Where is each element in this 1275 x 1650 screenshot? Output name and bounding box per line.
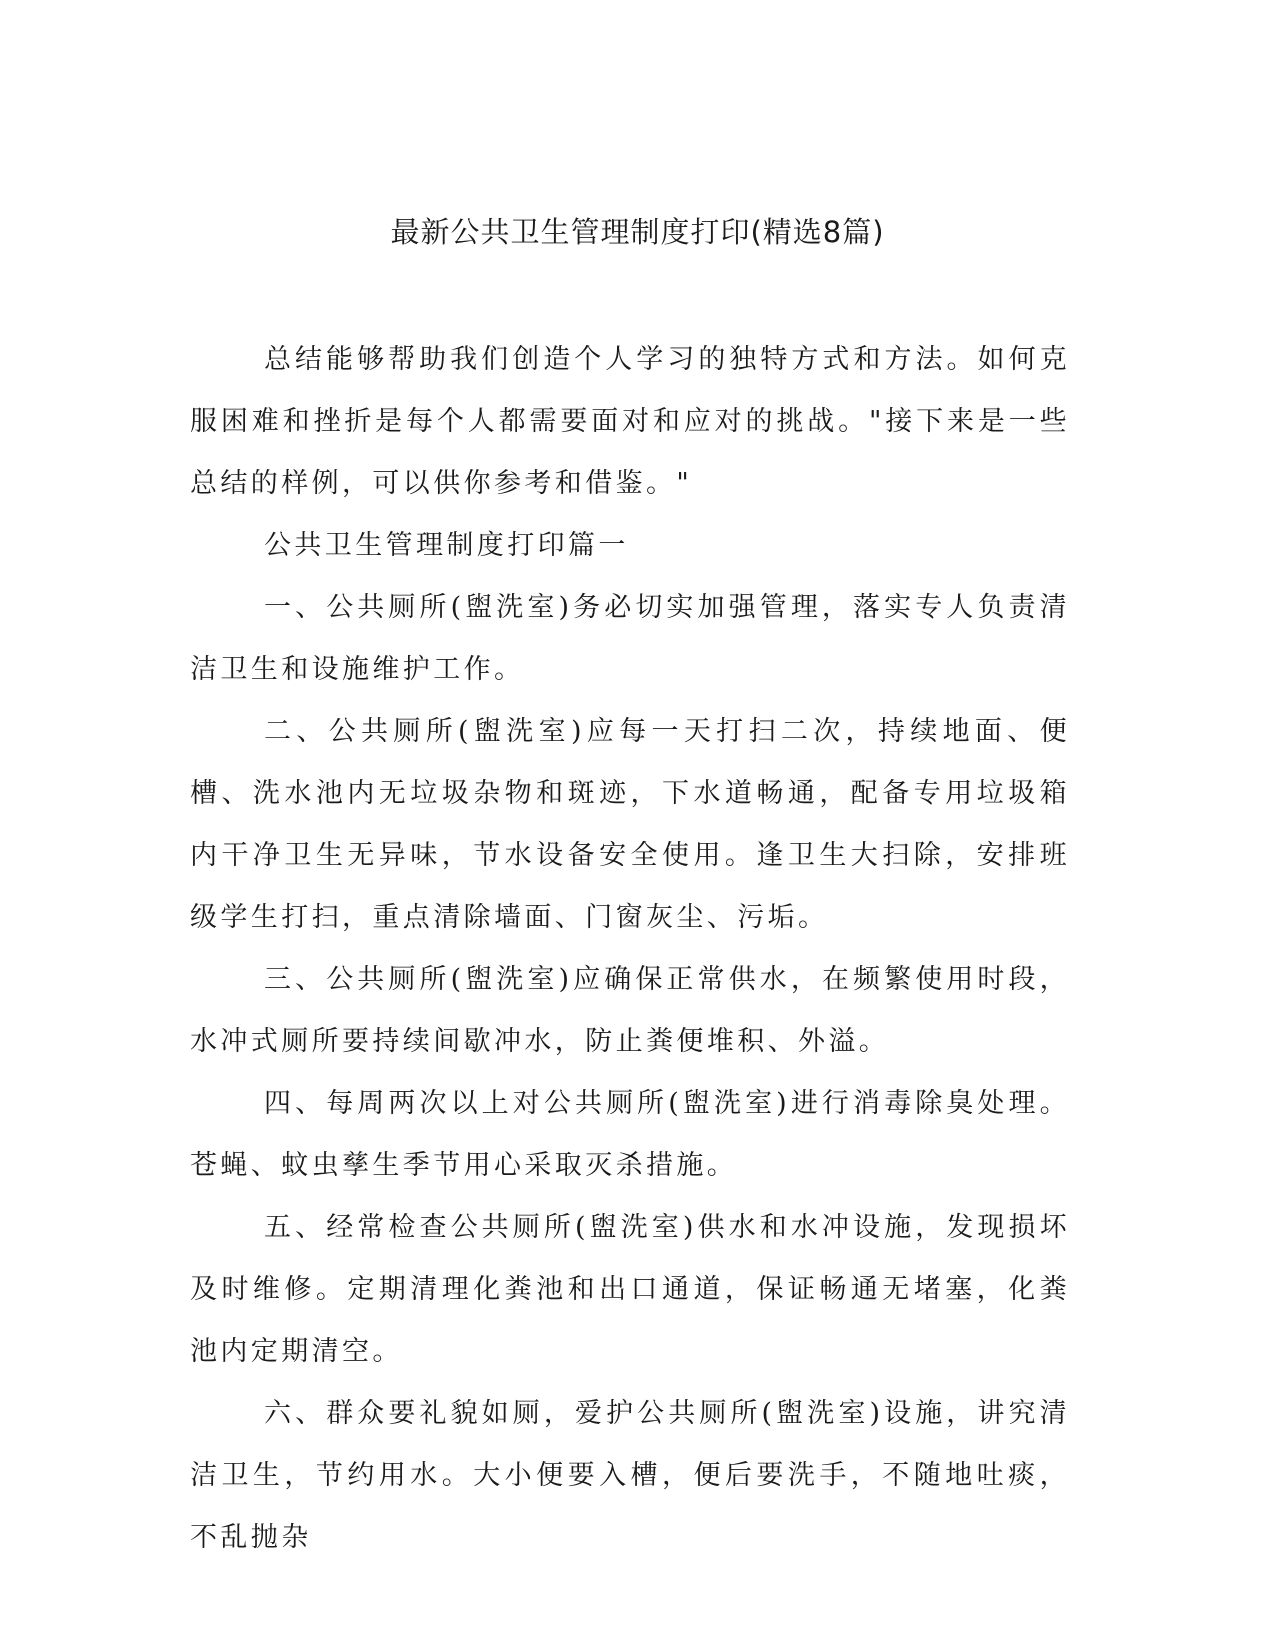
rule-paragraph-4: 四、每周两次以上对公共厕所(盥洗室)进行消毒除臭处理。苍蝇、蚊虫孳生季节用心采取灭杀措施。 bbox=[190, 1088, 1070, 1181]
intro-paragraph: 总结能够帮助我们创造个人学习的独特方式和方法。如何克服困难和挫折是每个人都需要面对和应对的挑战。"接下来是一些总结的样例，可以供你参考和借鉴。" bbox=[190, 344, 1070, 499]
section-heading: 公共卫生管理制度打印篇一 bbox=[264, 530, 629, 561]
rule-paragraph-1: 一、公共厕所(盥洗室)务必切实加强管理，落实专人负责清洁卫生和设施维护工作。 bbox=[190, 592, 1070, 685]
rule-paragraph-2: 二、公共厕所(盥洗室)应每一天打扫二次，持续地面、便槽、洗水池内无垃圾杂物和斑迹，下水道畅通，配备专用垃圾箱内干净卫生无异味，节水设备安全使用。逢卫生大扫除，安排班级学生打扫，重点清除墙面、门窗灰尘、污垢。 bbox=[190, 716, 1070, 933]
document-title: 最新公共卫生管理制度打印(精选8篇) bbox=[390, 215, 885, 249]
rule-paragraph-3: 三、公共厕所(盥洗室)应确保正常供水，在频繁使用时段，水冲式厕所要持续间歇冲水，防止粪便堆积、外溢。 bbox=[190, 964, 1070, 1057]
rule-paragraph-5: 五、经常检查公共厕所(盥洗室)供水和水冲设施，发现损坏及时维修。定期清理化粪池和出口通道，保证畅通无堵塞，化粪池内定期清空。 bbox=[190, 1212, 1070, 1367]
document-body bbox=[190, 329, 1070, 1569]
rule-paragraph-6: 六、群众要礼貌如厕，爱护公共厕所(盥洗室)设施，讲究清洁卫生，节约用水。大小便要入槽，便后要洗手，不随地吐痰，不乱抛杂 bbox=[190, 1398, 1070, 1553]
